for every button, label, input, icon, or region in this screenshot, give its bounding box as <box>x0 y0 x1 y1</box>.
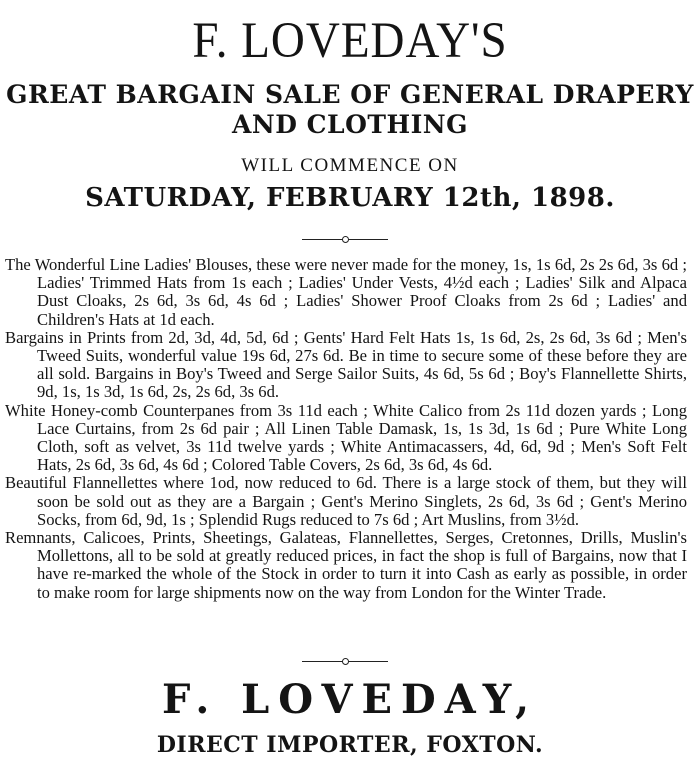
paragraph-flannellettes: Beautiful Flannellettes where 1od, now reduced to 6d. There is a large stock of them, but they will soon be sold out as they are a Bargain ; Gent's Merino Singlets, 2s 6d, 3s 6d ; Gent's Merino Socks, from 6d, 9d, 1s ; Splendid Rugs reduced to 7s 6d ; Art Muslins, from 3½d. <box>5 473 687 529</box>
divider-rule-top <box>302 239 388 240</box>
divider-dot-icon <box>342 658 349 665</box>
advert-title: F. LOVEDAY'S <box>192 12 508 70</box>
footer-subtitle: DIRECT IMPORTER, FOXTON. <box>156 732 544 758</box>
sale-date: SATURDAY, FEBRUARY 12th, 1898. <box>85 183 615 213</box>
paragraph-remnants: Remnants, Calicoes, Prints, Sheetings, Galateas, Flannellettes, Serges, Cretonnes, Drills, Muslin's Mollettons, all to be sold at greatly reduced prices, in fact the shop is full of Bargains, now that I have re-marked the whole of the Stock in order to turn it into Cash as early as possible, in order to make room for large shipments now on the way from London for the Winter Trade. <box>5 528 687 602</box>
sale-heading-line2: AND CLOTHING <box>231 110 468 139</box>
advert-body <box>5 256 687 602</box>
paragraph-counterpanes: White Honey-comb Counterpanes from 3s 11d each ; White Calico from 2s 11d dozen yards ; Long Lace Curtains, from 2s 6d pair ; All Linen Table Damask, 1s, 1s 3d, 1s 6d ; Pure White Long Cloth, soft as velvet, 3s 11d twelve yards ; White Antimacassers, 4d, 6d, 9d ; Men's Soft Felt Hats, 2s 6d, 3s 6d, 4s 6d ; Colored Table Covers, 2s 6d, 3s 6d, 4s 6d. <box>5 400 687 475</box>
divider-rule-bottom <box>302 661 388 662</box>
sale-heading-line1: GREAT BARGAIN SALE OF GENERAL DRAPERY <box>6 80 694 109</box>
commence-text: WILL COMMENCE ON <box>241 155 459 176</box>
divider-dot-icon <box>342 236 349 243</box>
paragraph-prints: Bargains in Prints from 2d, 3d, 4d, 5d, 6d ; Gents' Hard Felt Hats 1s, 1s 6d, 2s, 2s 6d, 3s 6d ; Men's Tweed Suits, wonderful value 19s 6d, 27s 6d. Be in time to secure some of these before they are all sold. Bargains in Boy's Tweed and Serge Sailor Suits, 4s 6d, 5s 6d ; Boy's Flannellette Shirts, 9d, 1s, 1s 3d, 1s 6d, 2s, 2s 6d, 3s 6d. <box>5 327 687 402</box>
footer-name: F. LOVEDAY, <box>161 676 539 723</box>
paragraph-blouses: The Wonderful Line Ladies' Blouses, these were never made for the money, 1s, 1s 6d, 2s 2s 6d, 3s 6d ; Ladies' Trimmed Hats from 1s each ; Ladies' Under Vests, 4½d each ; Ladies' Silk and Alpaca Dust Cloaks, 2s 6d, 3s 6d, 4s 6d ; Ladies' Shower Proof Cloaks from 2s 6d ; Ladies' and Children's Hats at 1d each. <box>5 255 687 329</box>
